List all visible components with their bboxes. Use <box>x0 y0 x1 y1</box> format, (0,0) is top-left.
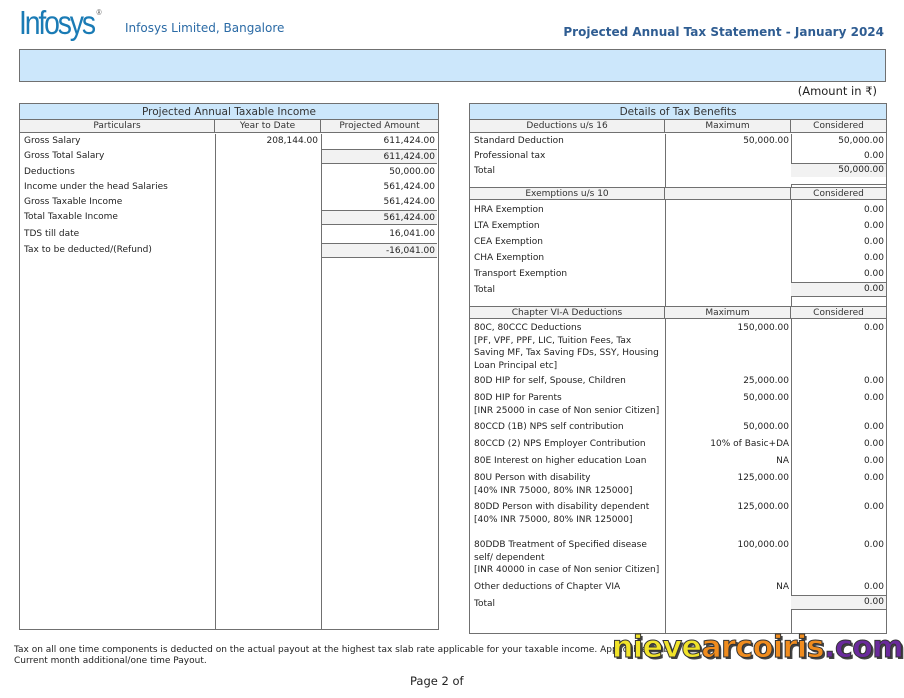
row-label: Standard Deduction <box>474 136 564 146</box>
row-label: Income under the head Salaries <box>24 182 168 192</box>
tax-benefits-panel <box>469 103 887 634</box>
footnote-line-2: Current month additional/one time Payout. <box>14 656 207 666</box>
row-label: Tax to be deducted/(Refund) <box>24 245 152 255</box>
infosys-logo <box>19 4 102 42</box>
watermark <box>612 630 903 665</box>
row-considered: 50,000.00 <box>838 136 884 146</box>
row-max: 150,000.00 <box>737 323 789 333</box>
income-row <box>20 210 438 226</box>
row-considered: 0.00 <box>863 376 884 386</box>
row-label: Gross Taxable Income <box>24 197 123 207</box>
row-label: Deductions <box>24 167 75 177</box>
col-particulars: Particulars <box>20 120 215 132</box>
row-considered: 0.00 <box>863 456 884 466</box>
row-label: 80DD Person with disability dependent [40% INR 75000, 80% INR 125000] <box>474 502 650 525</box>
col-deductions-16: Deductions u/s 16 <box>470 120 665 132</box>
row-considered: 0.00 <box>863 269 884 279</box>
row-label: 80CCD (2) NPS Employer Contribution <box>474 439 646 449</box>
income-row <box>20 180 438 196</box>
header-banner <box>19 49 886 82</box>
row-label: Professional tax <box>474 151 546 161</box>
chapter6a-total-value: 0.00 <box>791 595 886 610</box>
panel-title: Details of Tax Benefits <box>470 104 886 120</box>
col-ytd: Year to Date <box>215 120 321 132</box>
sec16-total-value: 50,000.00 <box>791 163 886 178</box>
row-considered: 0.00 <box>863 473 884 483</box>
registered-mark: ® <box>96 8 102 17</box>
row-considered: 0.00 <box>863 151 884 161</box>
row-amount: 561,424.00 <box>383 182 435 192</box>
row-label: Gross Total Salary <box>24 151 105 161</box>
row-label: 80U Person with disability [40% INR 75000, 80% INR 125000] <box>474 473 633 496</box>
row-amount: 611,424.00 <box>383 136 435 146</box>
row-amount: -16,041.00 <box>322 243 437 258</box>
row-label: CEA Exemption <box>474 237 543 247</box>
col-maximum: Maximum <box>665 120 791 132</box>
company-name: Infosys Limited, Bangalore <box>125 21 285 35</box>
col-blank <box>665 188 791 199</box>
row-max: 125,000.00 <box>737 473 789 483</box>
row-label: Transport Exemption <box>474 269 568 279</box>
taxable-income-panel <box>19 103 439 630</box>
col-considered: Considered <box>813 189 864 199</box>
row-amount: 50,000.00 <box>389 167 435 177</box>
sec10-column-headers <box>470 187 886 200</box>
row-label: 80E Interest on higher education Loan <box>474 456 647 466</box>
income-row <box>20 243 438 259</box>
panel-title: Projected Annual Taxable Income <box>20 104 438 120</box>
row-max: NA <box>776 582 789 592</box>
row-label: Other deductions of Chapter VIA <box>474 582 621 592</box>
col-chapter6a: Chapter VI-A Deductions <box>470 307 665 318</box>
col-exemptions-10: Exemptions u/s 10 <box>470 188 665 199</box>
col-projected: Projected Amount <box>339 121 420 131</box>
watermark-part: nieve <box>612 630 702 665</box>
row-considered: 0.00 <box>863 540 884 550</box>
row-label: HRA Exemption <box>474 205 544 215</box>
watermark-part: .com <box>824 630 904 665</box>
row-label: 80D HIP for Parents [INR 25000 in case of Non senior Citizen] <box>474 393 660 416</box>
row-max: 50,000.00 <box>743 136 789 146</box>
col-considered: Considered <box>813 121 864 131</box>
row-label: LTA Exemption <box>474 221 540 231</box>
row-considered: 0.00 <box>863 237 884 247</box>
row-considered: 0.00 <box>863 393 884 403</box>
watermark-part: arcoiris <box>701 630 825 665</box>
row-amount: 561,424.00 <box>383 197 435 207</box>
sec10-total-value: 0.00 <box>791 282 886 297</box>
col-maximum: Maximum <box>665 307 791 318</box>
row-considered: 0.00 <box>863 582 884 592</box>
total-label: Total <box>474 599 496 609</box>
statement-title: Projected Annual Tax Statement - January 2024 <box>563 25 884 39</box>
income-row <box>20 134 438 150</box>
row-label: 80C, 80CCC Deductions [PF, VPF, PPF, LIC, Tuition Fees, Tax Saving MF, Tax Saving FDs, SSY, Housing Loan Principal etc] <box>474 323 659 371</box>
row-label: 80DDB Treatment of Specified disease self/ dependent [INR 40000 in case of Non senior Citizen] <box>474 540 660 575</box>
row-considered: 0.00 <box>863 439 884 449</box>
total-label: Total <box>474 285 496 295</box>
row-max: 125,000.00 <box>737 502 789 512</box>
row-amount: 16,041.00 <box>389 229 435 239</box>
amount-unit-note: (Amount in ₹) <box>797 84 877 98</box>
row-considered: 0.00 <box>863 221 884 231</box>
row-label: CHA Exemption <box>474 253 545 263</box>
chapter6a-column-headers <box>470 306 886 319</box>
row-considered: 0.00 <box>863 253 884 263</box>
row-max: 50,000.00 <box>743 393 789 403</box>
row-considered: 0.00 <box>863 323 884 333</box>
row-considered: 0.00 <box>863 502 884 512</box>
row-label: TDS till date <box>24 229 80 239</box>
row-max: NA <box>776 456 789 466</box>
footnote-line-1: Tax on all one time components is deducted on the actual payout at the highest tax slab rate applicable for your taxable income. Applicable Slab <box>14 645 670 655</box>
col-considered: Considered <box>813 308 864 318</box>
sec16-column-headers <box>470 120 886 133</box>
row-max: 100,000.00 <box>737 540 789 550</box>
row-label: 80CCD (1B) NPS self contribution <box>474 422 624 432</box>
page-number: Page 2 of <box>410 674 464 688</box>
row-considered: 0.00 <box>863 205 884 215</box>
row-max: 25,000.00 <box>743 376 789 386</box>
row-label: Gross Salary <box>24 136 81 146</box>
income-row <box>20 149 438 165</box>
income-row <box>20 165 438 181</box>
row-amount: 611,424.00 <box>322 149 437 164</box>
income-row <box>20 195 438 211</box>
row-considered: 0.00 <box>863 422 884 432</box>
income-column-headers <box>20 120 438 133</box>
row-label: 80D HIP for self, Spouse, Children <box>474 376 626 386</box>
row-amount: 561,424.00 <box>322 210 437 225</box>
row-max: 10% of Basic+DA <box>710 439 789 449</box>
total-label: Total <box>474 166 496 176</box>
income-row <box>20 227 438 243</box>
spacer-cell <box>791 177 886 185</box>
logo-text: Infosys <box>19 4 94 41</box>
row-max: 50,000.00 <box>743 422 789 432</box>
row-label: Total Taxable Income <box>24 212 118 222</box>
row-ytd: 208,144.00 <box>266 136 318 146</box>
